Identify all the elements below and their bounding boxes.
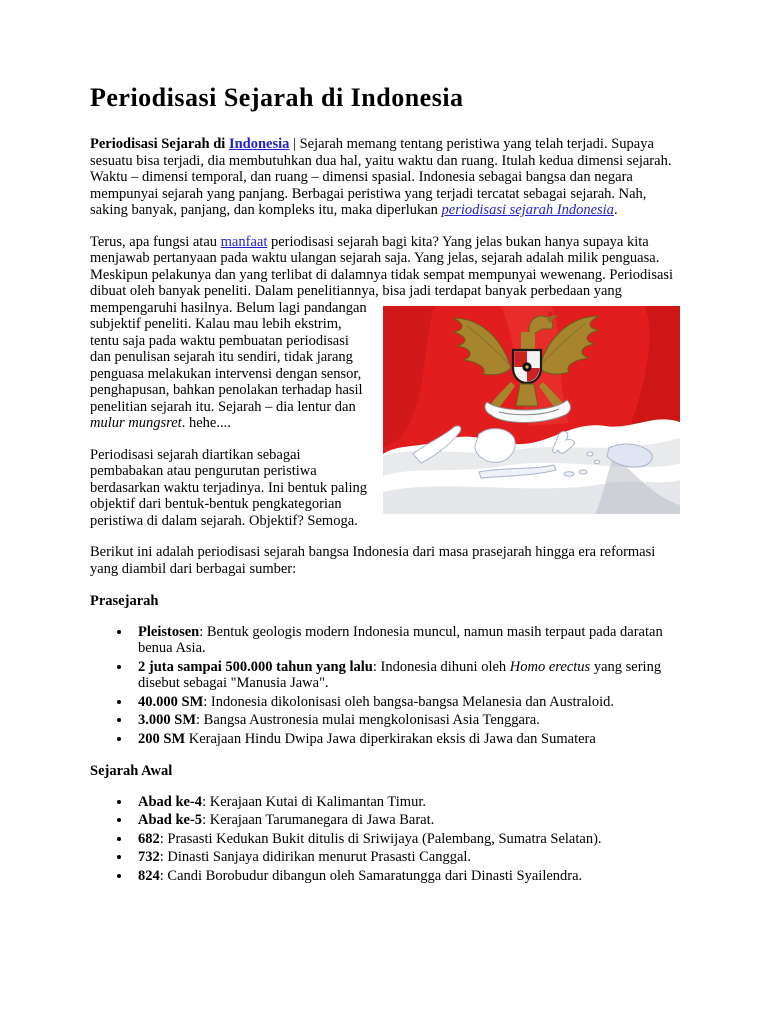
list-item xyxy=(132,812,680,829)
intro-lead-bold: Periodisasi Sejarah di xyxy=(90,136,229,152)
list-item xyxy=(132,731,680,748)
list-item xyxy=(132,868,680,885)
list-item xyxy=(132,624,680,657)
item-term: 824 xyxy=(138,867,160,884)
item-term: Pleistosen xyxy=(138,623,200,640)
flag-garuda-graphic xyxy=(383,306,680,514)
list-item xyxy=(132,794,680,811)
link-manfaat[interactable]: manfaat xyxy=(220,233,268,250)
function-text-after-link: periodisasi sejarah bagi kita? Yang jelas bukan hanya supaya kita menjawab pertanyaan pada waktu ulangan sejarah saja. Yang jelas, sejarah adalah milik penguasa. Meskipun pelakunya dan yang terlibat di dalamnya tidak sempat mempunyai wewenang. Periodisasi dibuat oleh banyak peneliti. Dalam penelitiannya, bisa jadi terdapat xyxy=(90,233,674,299)
item-term: 2 juta sampai 500.000 tahun yang lalu xyxy=(138,658,373,675)
homo-erectus-italic: Homo erectus xyxy=(509,658,591,675)
lead-in-paragraph: Berikut ini adalah periodisasi sejarah bangsa Indonesia dari masa prasejarah hingga era reformasi yang diambil dari berbagai sumber: xyxy=(90,544,656,577)
link-periodisasi-sejarah-indonesia[interactable]: periodisasi sejarah Indonesia xyxy=(441,202,614,218)
function-text-before-link: Terus, apa fungsi atau xyxy=(90,233,221,250)
function-wrap-text: banyak perbedaan yang mempengaruhi hasilnya. Belum lagi pandangan subjektif peneliti. Kalau mau lebih ekstrim, tentu saja pada waktu pembuatan periodisasi dan penulisan sejarah itu sendiri, tidak jarang penguasa melakukan intervensi dengan sensor, penghapusan, bahkan penolakan terhadap hasil penelitian sejarah itu. Sejarah – dia lentur dan xyxy=(90,283,622,415)
list-item xyxy=(132,849,680,866)
item-term: 682 xyxy=(138,830,160,847)
item-text: : Bentuk geologis modern Indonesia muncul, namun masih terpaut pada daratan benua Asia. xyxy=(138,623,663,656)
function-paragraph xyxy=(90,234,680,432)
item-text: : Indonesia dihuni oleh xyxy=(372,658,510,675)
item-term: Abad ke-5 xyxy=(138,812,203,828)
intro-body-text: | Sejarah memang tentang peristiwa yang telah terjadi. Supaya sesuatu bisa terjadi, dia membutuhkan dua hal, yaitu waktu dan ruang. Itulah kedua dimensi sejarah. Waktu – dimensi temporal, dan ruang – dimensi spasial. Indonesia sebagai bangsa dan negara mempunyai sejarah yang panjang. Berbagai peristiwa yang terjadi tercatat sebagai sejarah. Nah, saking banyak, panjang, dan kompleks itu, maka diperlukan xyxy=(90,136,672,218)
function-tail-text: . hehe.... xyxy=(181,415,231,431)
heading-prasejarah: Prasejarah xyxy=(90,593,159,609)
list-item xyxy=(132,659,680,692)
item-text: : Indonesia dikolonisasi oleh bangsa-bangsa Melanesia dan Australoid. xyxy=(203,693,614,710)
item-text: : Bangsa Austronesia mulai mengkolonisasi Asia Tenggara. xyxy=(196,712,540,728)
item-text: : Candi Borobudur dibangun oleh Samaratungga dari Dinasti Syailendra. xyxy=(159,867,583,884)
sejarah-awal-list xyxy=(90,794,680,885)
item-term: 40.000 SM xyxy=(138,693,204,710)
indonesian-flag-image xyxy=(383,306,680,514)
definition-paragraph: Periodisasi sejarah diartikan sebagai pembabakan atau pengurutan peristiwa berdasarkan waktu terjadinya. Ini bentuk paling objektif dari bentuk-bentuk pengkategorian peristiwa di dalam sejarah. Objektif? Semoga. xyxy=(90,446,368,529)
item-text: : Kerajaan Kutai di Kalimantan Timur. xyxy=(202,793,426,810)
item-term: 200 SM xyxy=(138,730,186,747)
list-item xyxy=(132,712,680,729)
list-item xyxy=(132,831,680,848)
link-indonesia[interactable]: Indonesia xyxy=(228,136,290,152)
item-term: Abad ke-4 xyxy=(138,793,203,810)
item-text: yang sering disebut sebagai "Manusia Jawa". xyxy=(138,658,662,691)
intro-paragraph xyxy=(90,136,680,219)
item-text: : Kerajaan Tarumanegara di Jawa Barat. xyxy=(202,812,435,828)
mulur-mungsret-italic: mulur mungsret xyxy=(90,415,182,431)
item-text: Kerajaan Hindu Dwipa Jawa diperkirakan eksis di Jawa dan Sumatera xyxy=(185,730,596,747)
item-text: : Prasasti Kedukan Bukit ditulis di Sriwijaya (Palembang, Sumatra Selatan). xyxy=(159,830,602,847)
intro-tail-text: . xyxy=(613,202,618,218)
prasejarah-list xyxy=(90,624,680,748)
page-title: Periodisasi Sejarah di Indonesia xyxy=(90,83,464,112)
item-term: 3.000 SM xyxy=(138,712,196,728)
item-term: 732 xyxy=(138,849,160,865)
list-item xyxy=(132,694,680,711)
heading-sejarah-awal: Sejarah Awal xyxy=(90,763,173,779)
item-text: : Dinasti Sanjaya didirikan menurut Prasasti Canggal. xyxy=(159,849,472,865)
